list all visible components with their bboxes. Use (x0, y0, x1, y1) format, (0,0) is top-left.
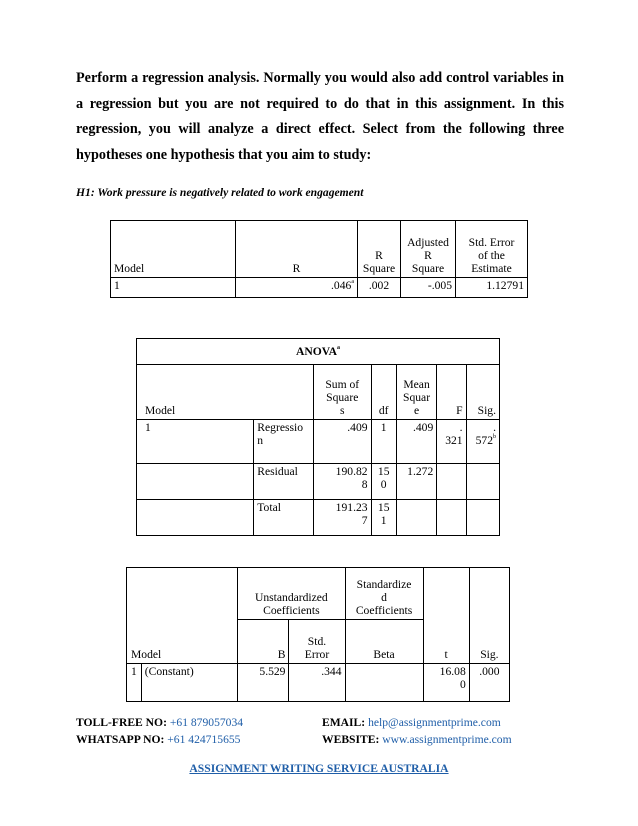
anova-title-text: ANOVA (295, 344, 337, 358)
sig-cell (466, 420, 499, 464)
source-cell: Regressio n (254, 420, 314, 464)
hypothesis-text: H1: Work pressure is negatively related to work engagement (76, 186, 364, 199)
tollfree-label: TOLL-FREE NO: (76, 716, 167, 729)
tollfree-number[interactable]: +61 879057034 (169, 716, 244, 729)
f-cell (437, 500, 466, 536)
model-header: Model (127, 568, 238, 664)
email-link[interactable]: help@assignmentprime.com (368, 716, 501, 729)
std-error-header: Std. Error of the Estimate (456, 221, 528, 278)
sig-header: Sig. (466, 365, 499, 420)
adj-r-square-header: Adjusted R Square (401, 221, 456, 278)
model-cell (137, 500, 254, 536)
whatsapp-number[interactable]: +61 424715655 (167, 733, 241, 746)
website-line (322, 733, 512, 746)
model-cell: 1 (137, 420, 254, 464)
email-label: EMAIL: (322, 716, 366, 729)
whatsapp-line (76, 733, 240, 746)
table-row (127, 664, 510, 702)
beta-header: Beta (345, 620, 423, 664)
email-line (322, 716, 501, 729)
r-value: .046 (331, 279, 352, 292)
f-cell: . 321 (437, 420, 466, 464)
r-cell (236, 278, 358, 298)
sum-sq-cell: 190.82 8 (313, 464, 371, 500)
std-error-header: Std. Error (289, 620, 345, 664)
anova-title-footnote: a (337, 344, 340, 351)
beta-cell (345, 664, 423, 702)
tollfree-line (76, 716, 243, 729)
service-link[interactable]: ASSIGNMENT WRITING SERVICE AUSTRALIA (189, 762, 449, 775)
t-cell: 16.08 0 (423, 664, 469, 702)
website-link[interactable]: www.assignmentprime.com (382, 733, 512, 746)
std-coef-header: Standardize d Coefficients (345, 568, 423, 620)
anova-table (136, 338, 500, 536)
source-cell: Residual (254, 464, 314, 500)
sig-cell: .000 (469, 664, 509, 702)
model-header: Model (111, 221, 236, 278)
whatsapp-label: WHATSAPP NO: (76, 733, 165, 746)
model-cell (137, 464, 254, 500)
std-error-cell: .344 (289, 664, 345, 702)
t-header: t (423, 568, 469, 664)
r-header: R (236, 221, 358, 278)
table-row (137, 339, 500, 365)
coefficients-table (126, 567, 510, 702)
mean-sq-header: Mean Squar e (396, 365, 436, 420)
sum-sq-cell: .409 (313, 420, 371, 464)
r-square-header: R Square (358, 221, 401, 278)
sig-cell (466, 500, 499, 536)
sum-sq-header: Sum of Square s (313, 365, 371, 420)
sum-sq-cell: 191.23 7 (313, 500, 371, 536)
term-cell: (Constant) (141, 664, 237, 702)
unstd-header: Unstandardized Coefficients (238, 568, 345, 620)
r-square-cell: .002 (358, 278, 401, 298)
instruction-paragraph: Perform a regression analysis. Normally you would also add control variables in a regression but you are not required to do that in this assignment. In this regression, you will analyze a direct effect. Select from the following three hypotheses one hypothesis that you aim to study: (76, 70, 564, 163)
f-header: F (437, 365, 466, 420)
df-cell: 15 0 (371, 464, 396, 500)
anova-title (137, 339, 500, 365)
df-header: df (371, 365, 396, 420)
sig-value: . 572 (475, 421, 496, 447)
sig-footnote: b (493, 434, 496, 440)
mean-sq-cell: 1.272 (396, 464, 436, 500)
source-cell: Total (254, 500, 314, 536)
mean-sq-cell (396, 500, 436, 536)
model-cell: 1 (111, 278, 236, 298)
model-cell: 1 (127, 664, 142, 702)
table-row (127, 568, 510, 620)
df-cell: 15 1 (371, 500, 396, 536)
table-row (137, 420, 500, 464)
table-row (137, 365, 500, 420)
f-cell (437, 464, 466, 500)
table-row (137, 464, 500, 500)
sig-cell (466, 464, 499, 500)
std-error-cell: 1.12791 (456, 278, 528, 298)
b-cell: 5.529 (238, 664, 289, 702)
table-row (137, 500, 500, 536)
r-footnote: a (351, 279, 354, 285)
sig-header: Sig. (469, 568, 509, 664)
model-summary-table (110, 220, 528, 298)
mean-sq-cell: .409 (396, 420, 436, 464)
website-label: WEBSITE: (322, 733, 380, 746)
service-banner (0, 762, 638, 775)
b-header: B (238, 620, 289, 664)
adj-r-square-cell: -.005 (401, 278, 456, 298)
df-cell: 1 (371, 420, 396, 464)
model-header: Model (137, 365, 314, 420)
table-row (111, 221, 528, 278)
table-row (111, 278, 528, 298)
